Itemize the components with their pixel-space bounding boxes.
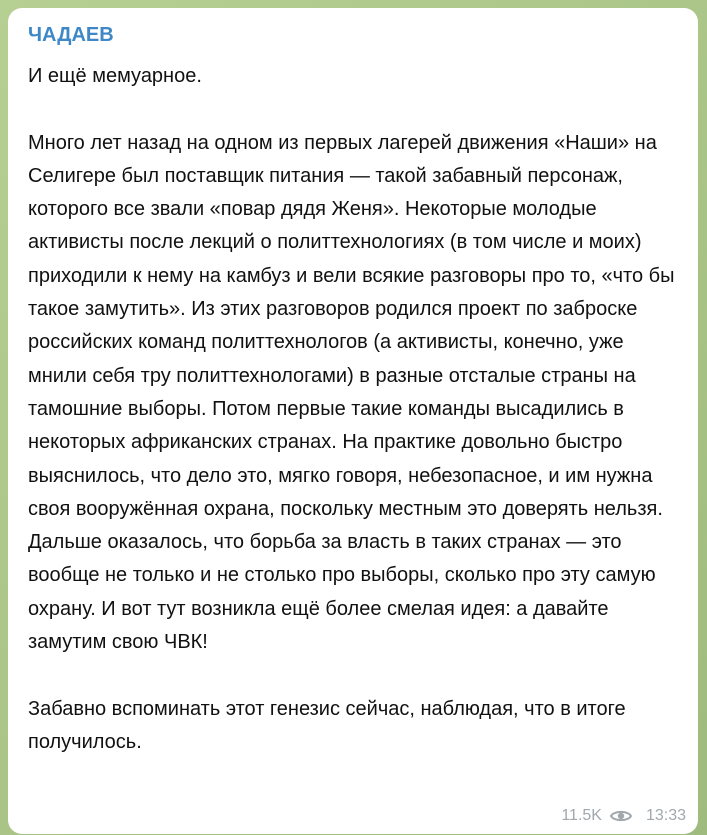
eye-icon (610, 808, 632, 824)
message-paragraph: Забавно вспоминать этот генезис сейчас, наблюдая, что в итоге получилось. (28, 697, 626, 753)
channel-name[interactable]: ЧАДАЕВ (28, 24, 114, 46)
message-bubble (8, 8, 698, 834)
message-time: 13:33 (645, 807, 686, 824)
message-paragraph: И ещё мемуарное. (28, 65, 202, 87)
message-text (28, 60, 678, 759)
message-paragraph: Много лет назад на одном из первых лагерей движения «Наши» на Селигере был поставщик питания — такой забавный персонаж, которого все звали «повар дядя Женя». Некоторые молодые активисты после лекций о политтехнологиях (в том числе и моих) приходили к нему на камбуз и вели всякие разговоры про то, «что бы такое замутить». Из этих разговоров родился проект по заброске российских команд политтехнологов (а активисты, конечно, уже мнили себя тру политтехнологами) в разные отсталые страны на тамошние выборы. Потом первые такие команды высадились в некоторых африканских странах. На практике довольно быстро выяснилось, что дело это, мягко говоря, небезопасное, и им нужна своя вооружённая охрана, поскольку местным это доверять нельзя. Дальше оказалось, что борьба за власть в таких странах — это вообще не только и не столько про выборы, сколько про эту самую охрану. И вот тут возникла ещё более смелая идея: а давайте замутим свою ЧВК! (28, 131, 675, 654)
message-meta (561, 806, 686, 826)
view-count: 11.5K (561, 807, 602, 824)
